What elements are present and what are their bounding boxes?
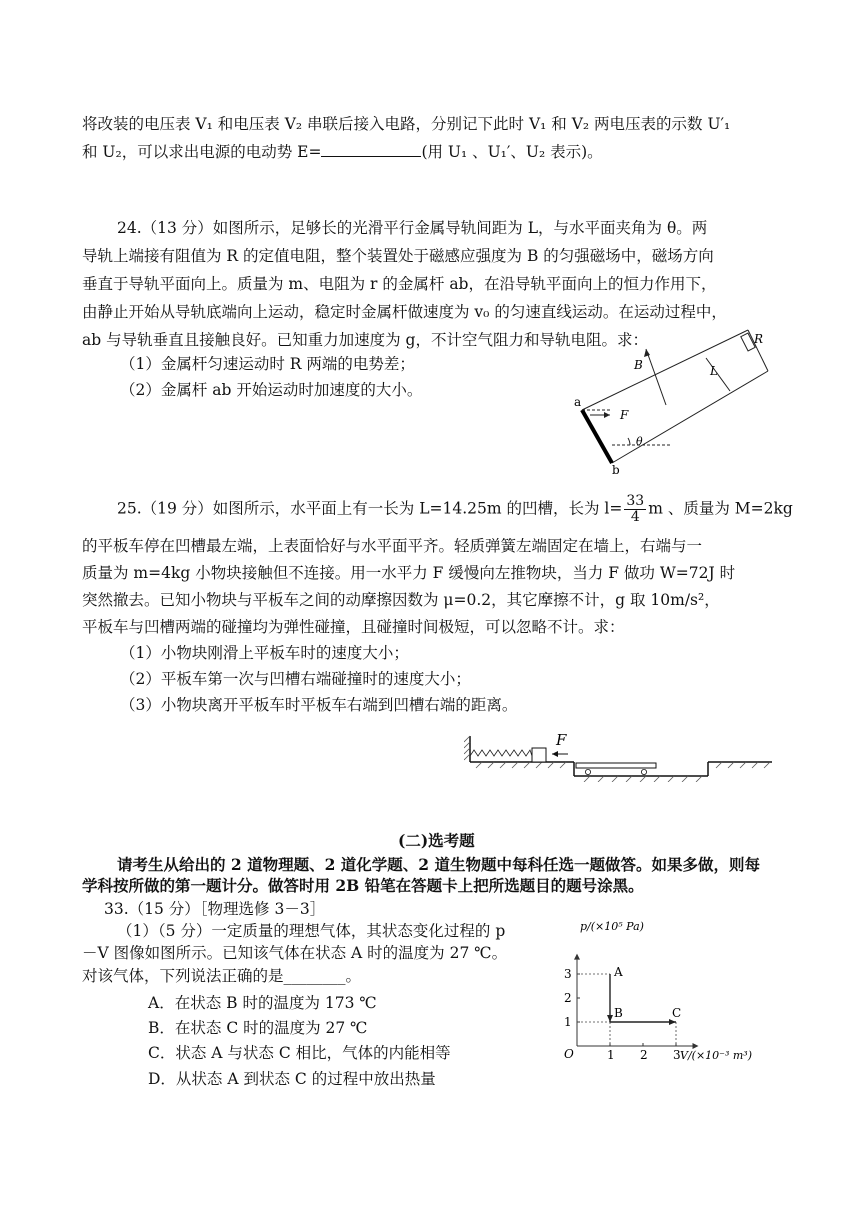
y-tick-label: 1 [564,1015,572,1029]
state-b-label: B [614,1006,623,1020]
y-axis-arrow [574,954,580,960]
question-24-line: ab 与导轨垂直且接触良好。已知重力加速度为 g，不计空气阻力和导轨电阻。求： [82,331,648,349]
question-25-sub1: （1）小物块刚滑上平板车时的速度大小； [120,644,409,662]
force-label: F [620,408,629,422]
question-33-line: 对该气体，下列说法正确的是________。 [82,967,362,985]
text-line [82,142,603,162]
pv-chart [560,918,790,1068]
field-label: B [634,358,643,372]
point-b-label: b [612,463,620,475]
process-arrow [607,1015,613,1022]
question-25-line: 平板车与凹槽两端的碰撞均为弹性碰撞，且碰撞时间极短，可以忽略不计。求： [82,618,625,636]
y-tick-label: 2 [564,991,572,1005]
text-fragment: (用 U₁ 、U₁′、U₂ 表示)。 [421,143,603,161]
option-c: C．状态 A 与状态 C 相比，气体的内能相等 [148,1044,451,1062]
question-25-sub2: （2）平板车第一次与凹槽右端碰撞时的速度大小； [120,670,471,688]
text-fragment: m 、质量为 M=2kg [648,499,793,518]
fraction-numerator: 33 [626,493,645,509]
question-24-line: 由静止开始从导轨底端向上运动，稳定时金属杆做速度为 v₀ 的匀速直线运动。在运动过程中， [82,303,727,321]
x-axis-label: V/(×10⁻³ m³) [680,1049,752,1062]
question-25-line: 的平板车停在凹槽最左端，上表面恰好与水平面平齐。轻质弹簧左端固定在墙上，右端与一 [82,537,703,555]
resistor-label: R [754,332,764,346]
option-d: D．从状态 A 到状态 C 的过程中放出热量 [148,1070,436,1088]
question-33-line: （1）（5 分）一定质量的理想气体，其状态变化过程的 p [117,922,506,940]
point-a-label: a [574,395,582,409]
state-c-label: C [672,1006,682,1020]
question-24-line: 垂直于导轨平面向上。质量为 m、电阻为 r 的金属杆 ab，在沿导轨平面向上的恒力作用下， [82,275,717,293]
y-axis-label: p/(×10⁵ Pa) [580,920,644,933]
question-24-sub2: （2）金属杆 ab 开始运动时加速度的大小。 [120,381,423,399]
x-tick-label: 2 [640,1048,648,1062]
answer-blank [321,142,421,157]
question-24-sub1: （1）金属杆匀速运动时 R 两端的电势差； [120,355,415,373]
section-instruction: 学科按所做的第一题计分。做答时用 2B 铅笔在答题卡上把所选题目的题号涂黑。 [82,876,644,895]
spacing-label: L [710,364,718,378]
question-24-line: 24.（13 分）如图所示，足够长的光滑平行金属导轨间距为 L，与水平面夹角为 θ。两 [117,219,708,237]
question-33-line: －V 图像如图所示。已知该气体在状态 A 时的温度为 27 ℃。 [82,944,508,962]
question-25-line: 质量为 m=4kg 小物块接触但不连接。用一水平力 F 缓慢向左推物块，当力 F 做功 W=72J 时 [82,564,736,582]
option-a: A．在状态 B 时的温度为 173 ℃ [148,994,377,1012]
question-24-line: 导轨上端接有阻值为 R 的定值电阻，整个装置处于磁感应强度为 B 的匀强磁场中，磁场方向 [82,247,714,265]
text-fragment: 25.（19 分）如图所示，水平面上有一长为 L=14.25m 的凹槽，长为 l= [117,499,623,518]
state-a-label: A [614,965,623,979]
section-title: (二)选考题 [398,831,475,850]
fraction-denominator: 4 [630,509,640,525]
x-tick-label: 3 [673,1048,681,1062]
y-tick-label: 3 [564,967,572,981]
angle-label: θ [636,435,643,448]
option-b: B．在状态 C 时的温度为 27 ℃ [148,1019,368,1037]
text-fragment: 和 U₂，可以求出电源的电动势 E= [82,143,322,161]
question-25-sub3: （3）小物块离开平板车时平板车右端到凹槽右端的距离。 [120,696,518,714]
groove-figure [464,730,784,782]
x-tick-label: 1 [607,1048,615,1062]
origin-label: O [564,1047,574,1061]
question-33-heading: 33.（15 分）［物理选修 3－3］ [104,900,326,918]
question-25-line [117,494,793,525]
fraction [624,494,646,525]
text-line: 将改装的电压表 V₁ 和电压表 V₂ 串联后接入电路，分别记下此时 V₁ 和 V₂ 两电压表的示数 U′₁ [82,115,731,133]
section-instruction: 请考生从给出的 2 道物理题、2 道化学题、2 道生物题中每科任选一题做答。如果多做，则每 [117,855,760,874]
question-25-line: 突然撤去。已知小物块与平板车之间的动摩擦因数为 μ=0.2，其它摩擦不计，g 取 10m/s²， [82,591,720,609]
rail-figure [570,325,780,475]
force-label: F [556,731,567,749]
